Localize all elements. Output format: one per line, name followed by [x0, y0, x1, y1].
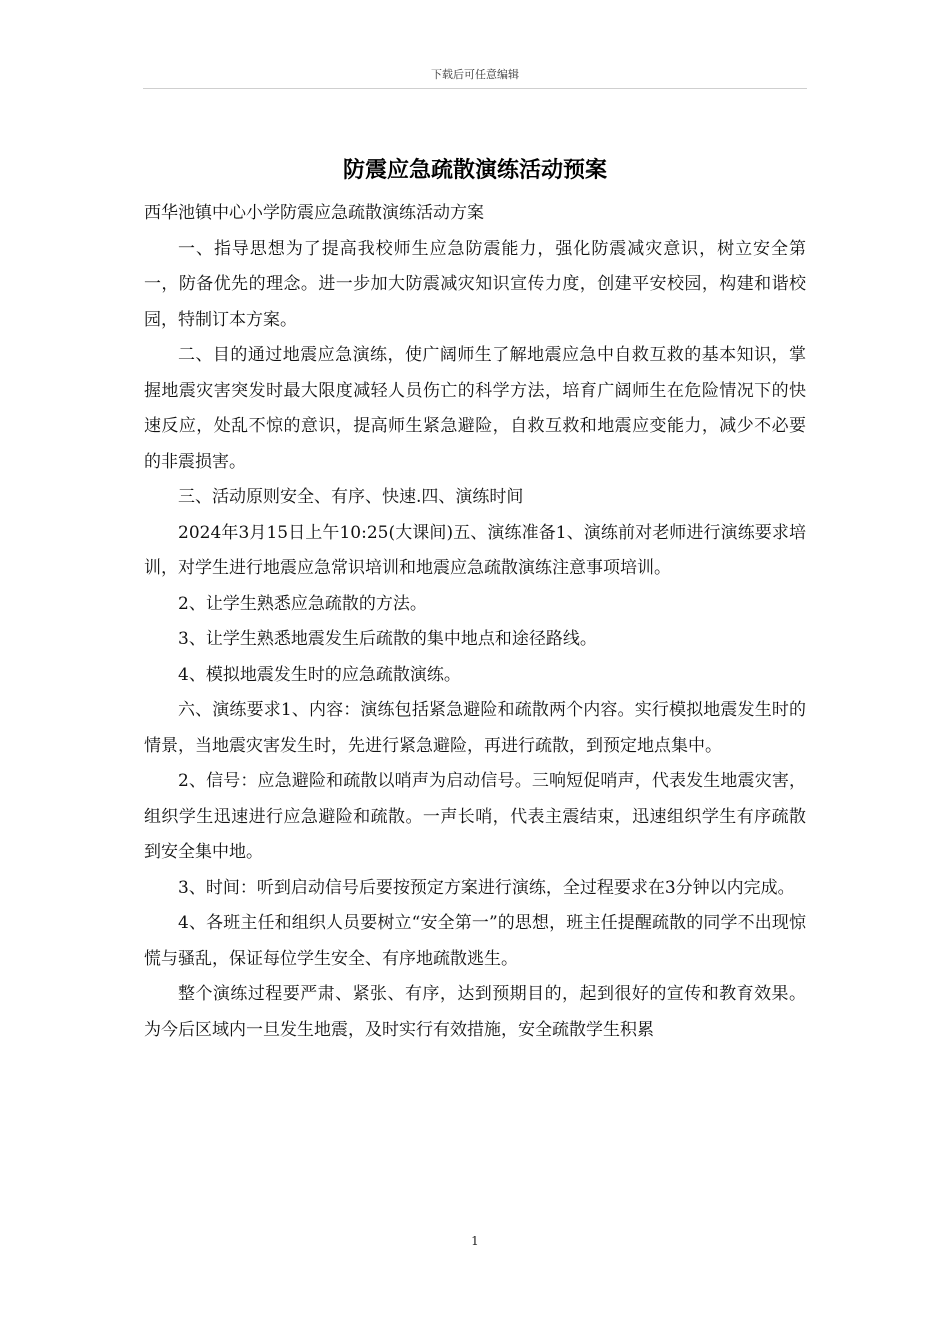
paragraph-schedule: 2024年3月15日上午10:25(大课间)五、演练准备1、演练前对老师进行演练要求培训，对学生进行地震应急常识培训和地震应急疏散演练注意事项培训。 — [144, 522, 806, 578]
document-title: 防震应急疏散演练活动预案 — [342, 158, 607, 183]
paragraph-purpose: 二、目的通过地震应急演练，使广阔师生了解地震应急中自救互救的基本知识，掌握地震灾害突发时最大限度减轻人员伤亡的科学方法，培育广阔师生在危险情况下的快速反应，处乱不惊的意识，提高师生紧急避险，自救互救和地震应变能力，减少不必要的非震损害。 — [144, 345, 806, 472]
page-number: 1 — [471, 1234, 479, 1248]
paragraph-prep-item-4: 4、模拟地震发生时的应急疏散演练。 — [178, 664, 461, 685]
header-divider — [143, 88, 807, 89]
paragraph-requirements-signal: 2、信号：应急避险和疏散以哨声为启动信号。三响短促哨声，代表发生地震灾害，组织学生迅速进行应急避险和疏散。一声长哨，代表主震结束，迅速组织学生有序疏散到安全集中地。 — [144, 771, 806, 862]
document-body — [144, 196, 806, 1048]
paragraph-requirements-content: 六、演练要求1、内容：演练包括紧急避险和疏散两个内容。实行模拟地震发生时的情景，当地震灾害发生时，先进行紧急避险，再进行疏散，到预定地点集中。 — [144, 700, 806, 756]
paragraph-prep-item-3: 3、让学生熟悉地震发生后疏散的集中地点和途径路线。 — [178, 629, 597, 649]
page-header-note: 下载后可任意编辑 — [431, 68, 519, 81]
paragraph-summary: 整个演练过程要严肃、紧张、有序，达到预期目的，起到很好的宣传和教育效果。为今后区域内一旦发生地震，及时实行有效措施，安全疏散学生积累 — [144, 984, 806, 1040]
paragraph-requirements-time: 3、时间：听到启动信号后要按预定方案进行演练，全过程要求在3分钟以内完成。 — [178, 877, 795, 898]
document-subtitle: 西华池镇中心小学防震应急疏散演练活动方案 — [144, 203, 484, 223]
paragraph-requirements-staff: 4、各班主任和组织人员要树立“安全第一”的思想，班主任提醒疏散的同学不出现惊慌与骚乱，保证每位学生安全、有序地疏散逃生。 — [144, 913, 806, 969]
paragraph-prep-item-2: 2、让学生熟悉应急疏散的方法。 — [178, 593, 427, 614]
paragraph-guiding-ideology: 一、指导思想为了提高我校师生应急防震能力，强化防震减灾意识，树立安全第一，防备优先的理念。进一步加大防震减灾知识宣传力度，创建平安校园，构建和谐校园，特制订本方案。 — [144, 238, 806, 330]
paragraph-principles: 三、活动原则安全、有序、快速.四、演练时间 — [178, 487, 524, 507]
